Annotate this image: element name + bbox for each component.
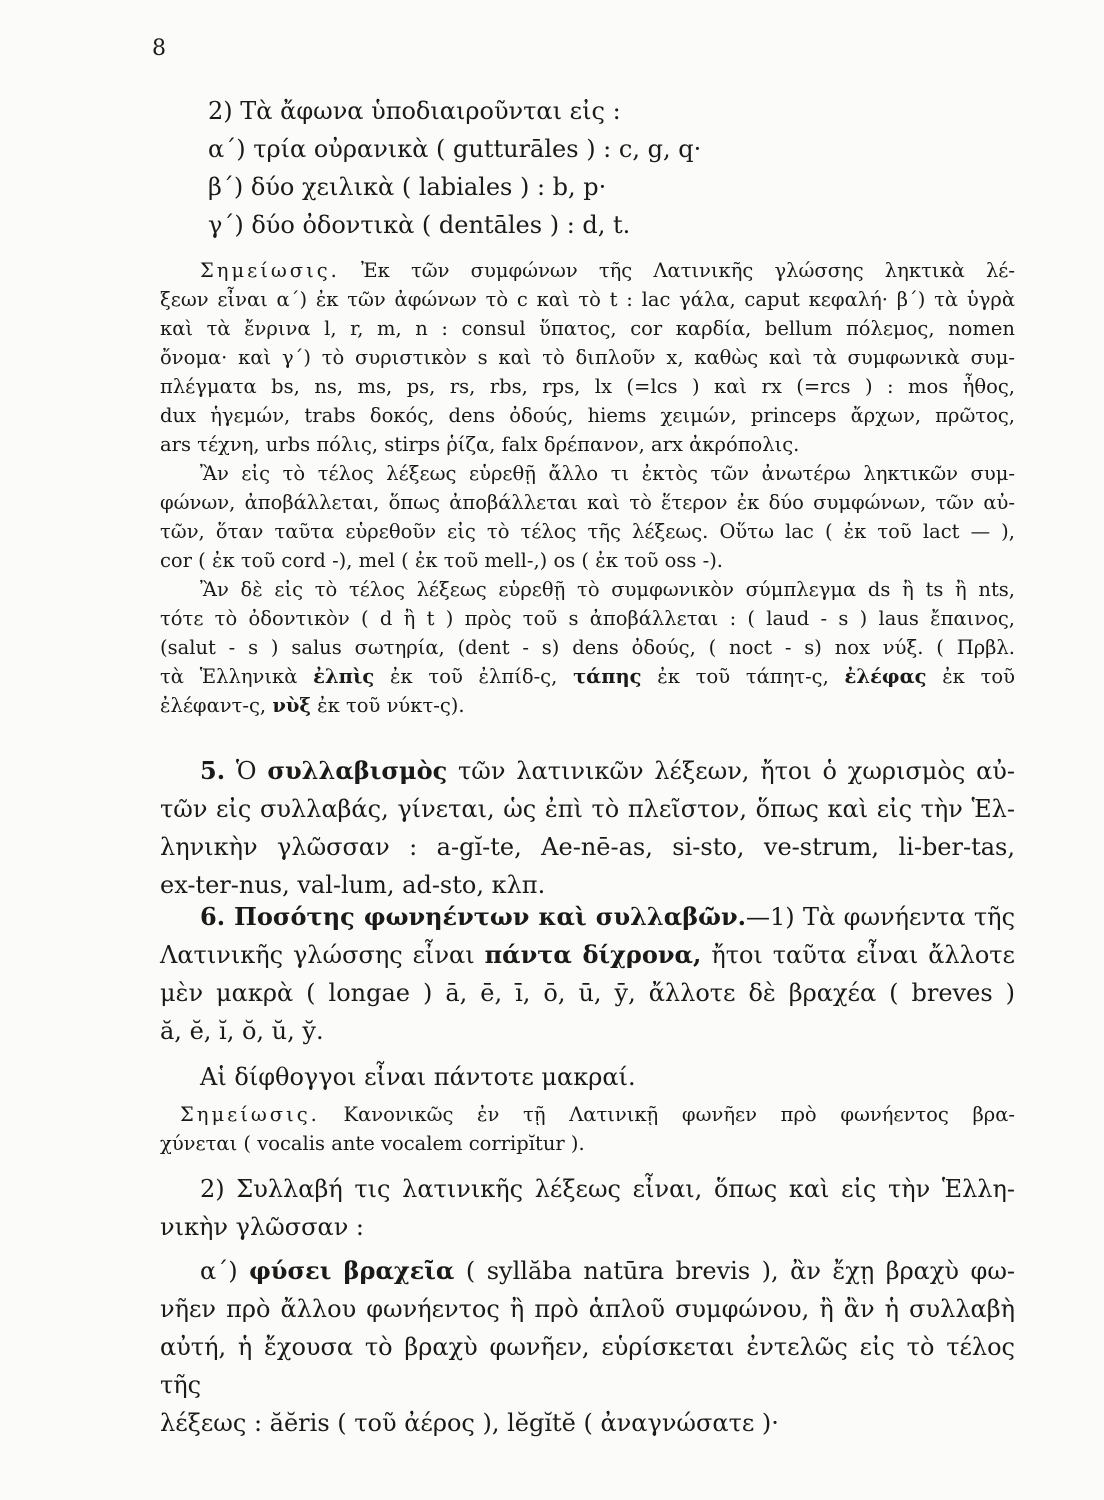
note-2 <box>160 1100 1015 1158</box>
note-line: πλέγματα bs, ns, ms, ps, rs, rbs, rps, lx (=lcs ) καὶ rx (=rcs ) : mos ἦθος, <box>160 375 1015 398</box>
note-line: dux ἡγεμών, trabs δοκός, dens ὀδούς, hiems χειμών, princeps ἄρχων, πρῶτος, <box>160 404 1015 427</box>
list-item: β΄) δύο χειλικὰ ( labiales ) : b, p· <box>208 173 607 201</box>
note-line: τότε τὸ ὀδοντικὸν ( d ἢ t ) πρὸς τοῦ s ἀποβάλλεται : ( laud - s ) laus ἔπαινος, <box>160 607 1015 630</box>
syllable-line: νῆεν πρὸ ἄλλου φωνήεντος ἢ πρὸ ἁπλοῦ συμφώνου, ἢ ἂν ἡ συλλαβὴ <box>160 1295 1015 1323</box>
section-5-line: ληνικὴν γλῶσσαν : a-gĭ-te, Ae-nē-as, si-sto, ve-strum, li-ber-tas, <box>160 833 1015 861</box>
note-text: Ἐκ τῶν συμφώνων τῆς Λατινικῆς γλώσσης ληκτικὰ λέ- <box>361 259 1015 282</box>
diphthongs-line: Αἱ δίφθογγοι εἶναι πάντοτε μακραί. <box>200 1063 636 1091</box>
syllable-line: νικὴν γλῶσσαν : <box>160 1213 364 1241</box>
syllable-line: αὐτή, ἡ ἔχουσα τὸ βραχὺ φωνῆεν, εὑρίσκεται ἐντελῶς εἰς τὸ τέλος τῆς <box>160 1333 1015 1399</box>
note-label: Σημείωσις. <box>180 1103 320 1126</box>
section-6-line: Λατινικῆς γλώσσης εἶναι πάντα δίχρονα, ἤτοι ταῦτα εἶναι ἄλλοτε <box>160 940 1015 969</box>
consonants-section <box>160 92 1015 244</box>
note-line: Σημείωσις. Κανονικῶς ἐν τῇ Λατινικῇ φωνῆεν πρὸ φωνήεντος βρα- <box>160 1100 1015 1129</box>
list-item: α΄) τρία οὐρανικὰ ( gutturāles ) : c, g, q· <box>208 135 702 163</box>
page-number: 8 <box>152 36 166 61</box>
note-line <box>160 256 1015 285</box>
note-line: καὶ τὰ ἔνρινα l, r, m, n : consul ὕπατος, cor καρδία, bellum πόλεμος, nomen <box>160 317 1015 340</box>
section-6 <box>160 898 1015 1096</box>
syllable-line: λέξεως : ăĕris ( τοῦ ἀέρος ), lĕgĭtĕ ( ἀναγνώσατε )· <box>160 1409 779 1437</box>
section-6-line: μὲν μακρὰ ( longae ) ā, ē, ī, ō, ū, ȳ, ἄλλοτε δὲ βραχέα ( breves ) <box>160 979 1015 1007</box>
note-line: ἐλέφαντ-ς, νὺξ ἐκ τοῦ νύκτ-ς). <box>160 694 465 717</box>
note-line: τῶν, ὅταν ταῦτα εὑρεθοῦν εἰς τὸ τέλος τῆς λέξεως. Οὕτω lac ( ἐκ τοῦ lact — ), <box>160 520 1015 543</box>
note-label: Σημείωσις. <box>200 259 340 282</box>
note-line: ars τέχνη, urbs πόλις, stirps ῥίζα, falx δρέπανον, arx ἀκρόπολις. <box>160 433 800 456</box>
note-line: Ἂν δὲ εἰς τὸ τέλος λέξεως εὑρεθῇ τὸ συμφωνικὸν σύμπλεγμα ds ἢ ts ἢ nts, <box>200 578 1015 601</box>
note-line: χύνεται ( vocalis ante vocalem corripĭtur ). <box>160 1132 585 1155</box>
section-5 <box>160 752 1015 904</box>
note-line: (salut - s ) salus σωτηρία, (dent - s) dens ὀδούς, ( noct - s) nox νύξ. ( Πρβλ. <box>160 636 1015 659</box>
consonants-heading: 2) Τὰ ἄφωνα ὑποδιαιροῦνται εἰς : <box>208 97 621 125</box>
section-5-line: ex-ter-nus, val-lum, ad-sto, κλπ. <box>160 871 546 899</box>
note-line: ξεων εἶναι α΄) ἐκ τῶν ἀφώνων τὸ c καὶ τὸ t : lac γάλα, caput κεφαλή· β΄) τὰ ὑγρὰ <box>160 288 1015 311</box>
note-paragraph <box>160 256 1015 720</box>
note-line: φώνων, ἀποβάλλεται, ὅπως ἀποβάλλεται καὶ τὸ ἕτερον ἐκ δύο συμφώνων, τῶν αὐ- <box>160 491 1015 514</box>
note-line: cor ( ἐκ τοῦ cord -), mel ( ἐκ τοῦ mell-,) os ( ἐκ τοῦ oss -). <box>160 549 724 572</box>
list-item: γ΄) δύο ὀδοντικὰ ( dentāles ) : d, t. <box>208 211 631 239</box>
note-line: Ἂν εἰς τὸ τέλος λέξεως εὑρεθῇ ἄλλο τι ἐκτὸς τῶν ἀνωτέρω ληκτικῶν συμ- <box>200 462 1015 485</box>
syllable-line: 2) Συλλαβή τις λατινικῆς λέξεως εἶναι, ὅπως καὶ εἰς τὴν Ἑλλη- <box>200 1175 1015 1203</box>
section-5-line: τῶν εἰς συλλαβάς, γίνεται, ὡς ἐπὶ τὸ πλεῖστον, ὅπως καὶ εἰς τὴν Ἑλ- <box>160 795 1015 823</box>
note-line: ὄνομα· καὶ γ΄) τὸ συριστικὸν s καὶ τὸ διπλοῦν x, καθὼς καὶ τὰ συμφωνικὰ συμ- <box>160 346 1015 369</box>
section-6-line: ă, ĕ, ĭ, ŏ, ŭ, y̆. <box>160 1017 324 1045</box>
note-line: τὰ Ἑλληνικὰ ἐλπὶς ἐκ τοῦ ἐλπίδ-ς, τάπης ἐκ τοῦ τάπητ-ς, ἐλέφας ἐκ τοῦ <box>160 665 1016 688</box>
section-6-line: 6. Ποσότης φωνηέντων καὶ συλλαβῶν.—1) Τὰ φωνήεντα τῆς <box>200 902 1016 931</box>
section-5-line: 5. Ὁ συλλαβισμὸς τῶν λατινικῶν λέξεων, ἤτοι ὁ χωρισμὸς αὐ- <box>200 756 1015 785</box>
syllable-section <box>160 1170 1015 1442</box>
syllable-line: α΄) φύσει βραχεῖα ( syllăba natūra brevis ), ἂν ἔχῃ βραχὺ φω- <box>200 1256 1015 1285</box>
